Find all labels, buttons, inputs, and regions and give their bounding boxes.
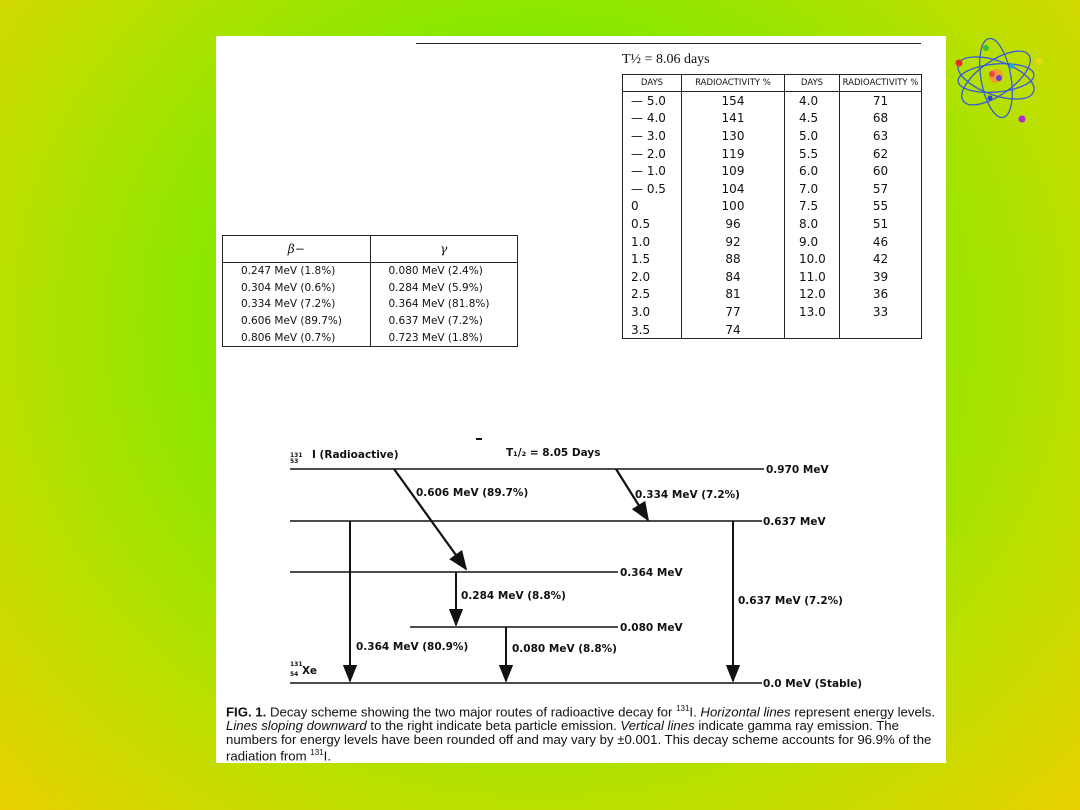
caption-label: FIG. 1. (226, 704, 267, 720)
row-days-1: — 1.0 (631, 164, 666, 179)
row-radioactivity-2: 51 (840, 215, 922, 233)
gamma-energy-cell: 0.723 MeV (1.8%) (370, 329, 518, 346)
gamma-energy-cell: 0.637 MeV (7.2%) (370, 313, 518, 330)
row-radioactivity-2: 42 (840, 250, 922, 268)
row-days-1: — 0.5 (631, 181, 666, 196)
row-radioactivity-1: 141 (682, 110, 785, 128)
row-radioactivity-2: 63 (840, 127, 922, 145)
row-radioactivity-1: 104 (682, 180, 785, 198)
figure-caption (226, 702, 940, 763)
row-radioactivity-1: 81 (682, 286, 785, 304)
row-radioactivity-1: 92 (682, 233, 785, 251)
caption-isotope-1: 131 (676, 704, 690, 713)
row-days-1: 1.0 (631, 234, 651, 249)
row-radioactivity-2: 36 (840, 286, 922, 304)
half-life-label: T₁/₂ = 8.05 Days (506, 447, 601, 459)
row-days-2: 5.5 (785, 145, 840, 163)
caption-italic-1: Horizontal lines (700, 704, 791, 720)
beta-label-0334: 0.334 MeV (7.2%) (635, 489, 740, 501)
row-radioactivity-2: 71 (840, 92, 922, 110)
row-radioactivity-2: 68 (840, 110, 922, 128)
row-radioactivity-1: 74 (682, 321, 785, 339)
row-radioactivity-2: 57 (840, 180, 922, 198)
row-radioactivity-1: 77 (682, 303, 785, 321)
row-days-2: 11.0 (785, 268, 840, 286)
gamma-label-0637: 0.637 MeV (7.2%) (738, 595, 843, 607)
gamma-energy-cell: 0.284 MeV (5.9%) (370, 280, 518, 297)
caption-text-5: indicate gamma ray emission. The numbers for energy levels have been rounded off and may vary by ±0.001. This decay scheme accounts for 96.9% of the radiation from (226, 717, 932, 763)
row-days-1: — 2.0 (631, 146, 666, 161)
row-days-2: 7.0 (785, 180, 840, 198)
caption-text-6: I. (323, 748, 331, 763)
row-days-1: — 5.0 (631, 93, 666, 108)
row-days-1: 1.5 (631, 252, 651, 267)
caption-isotope-2: 131 (310, 748, 324, 758)
row-days-2: 12.0 (785, 286, 840, 304)
gamma-energy-cell: 0.364 MeV (81.8%) (370, 296, 518, 313)
caption-text-2: I. (689, 704, 701, 720)
level-label-0080: 0.080 MeV (620, 622, 683, 634)
row-days-1: 2.0 (631, 269, 651, 284)
row-radioactivity-1: 119 (682, 145, 785, 163)
scanned-page (216, 36, 946, 763)
beta-arrow-0606 (394, 469, 466, 569)
beta-label-0606: 0.606 MeV (89.7%) (416, 487, 529, 499)
beta-energy-cell: 0.247 MeV (1.8%) (241, 265, 336, 278)
row-days-2: 4.0 (785, 92, 840, 110)
parent-atomic-number: 53 (290, 458, 299, 465)
gamma-label-0080: 0.080 MeV (8.8%) (512, 643, 617, 655)
parent-mass-number: 131 (290, 452, 303, 459)
level-label-ground: 0.0 MeV (Stable) (763, 678, 863, 690)
row-days-1: 3.0 (631, 304, 651, 319)
header-radioactivity-1: RADIOACTIVITY % (682, 75, 785, 92)
row-radioactivity-2: 33 (840, 303, 922, 321)
header-radioactivity-2: RADIOACTIVITY % (840, 75, 922, 92)
row-radioactivity-1: 100 (682, 198, 785, 216)
level-label-0637: 0.637 MeV (763, 516, 826, 528)
half-life-title: T½ = 8.06 days (622, 52, 710, 67)
row-days-1: 0 (631, 199, 639, 214)
row-days-2: 7.5 (785, 198, 840, 216)
beta-energy-cell: 0.806 MeV (0.7%) (241, 331, 336, 344)
daughter-atomic-number: 54 (290, 671, 299, 678)
row-radioactivity-2: 55 (840, 198, 922, 216)
caption-italic-2: Lines sloping downward (226, 717, 367, 733)
row-radioactivity-2: 39 (840, 268, 922, 286)
row-days-2: 6.0 (785, 162, 840, 180)
row-days-2: 13.0 (785, 303, 840, 321)
row-days-2: 10.0 (785, 250, 840, 268)
caption-italic-3: Vertical lines (620, 717, 695, 733)
header-beta: β− (223, 236, 371, 263)
atom-logo-icon (950, 36, 1050, 131)
row-days-2: 4.5 (785, 110, 840, 128)
row-days-2: 9.0 (785, 233, 840, 251)
level-label-0364: 0.364 MeV (620, 567, 683, 579)
gamma-label-0284: 0.284 MeV (8.8%) (461, 590, 566, 602)
row-days-1: — 4.0 (631, 111, 666, 126)
daughter-mass-number: 131 (290, 661, 303, 668)
row-days-2: 5.0 (785, 127, 840, 145)
header-days-2: DAYS (785, 75, 840, 92)
level-label-0970: 0.970 MeV (766, 464, 829, 476)
caption-text-1: Decay scheme showing the two major routes of radioactive decay for (266, 704, 677, 720)
header-days-1: DAYS (623, 75, 682, 92)
row-radioactivity-1: 84 (682, 268, 785, 286)
row-radioactivity-2: 62 (840, 145, 922, 163)
decay-scheme-diagram (216, 36, 946, 696)
gamma-energy-cell: 0.080 MeV (2.4%) (370, 263, 518, 280)
row-days-1: 3.5 (631, 322, 651, 337)
row-radioactivity-1: 88 (682, 250, 785, 268)
row-days-1: 0.5 (631, 216, 651, 231)
beta-energy-cell: 0.334 MeV (7.2%) (241, 298, 336, 311)
caption-text-3: represent energy levels. (790, 704, 935, 720)
row-days-2: 8.0 (785, 215, 840, 233)
row-radioactivity-1: 154 (682, 92, 785, 110)
row-radioactivity-2: 46 (840, 233, 922, 251)
daughter-label: Xe (302, 665, 317, 677)
parent-label: I (Radioactive) (312, 449, 399, 461)
row-radioactivity-2: 60 (840, 162, 922, 180)
row-radioactivity-1: 96 (682, 215, 785, 233)
row-days-1: 2.5 (631, 287, 651, 302)
beta-energy-cell: 0.606 MeV (89.7%) (241, 315, 342, 328)
row-radioactivity-1: 109 (682, 162, 785, 180)
gamma-label-0364: 0.364 MeV (80.9%) (356, 641, 469, 653)
header-gamma: γ (370, 236, 518, 263)
row-days-1: — 3.0 (631, 128, 666, 143)
row-radioactivity-1: 130 (682, 127, 785, 145)
caption-text-4: to the right indicate beta particle emission. (366, 717, 621, 733)
beta-energy-cell: 0.304 MeV (0.6%) (241, 281, 336, 294)
